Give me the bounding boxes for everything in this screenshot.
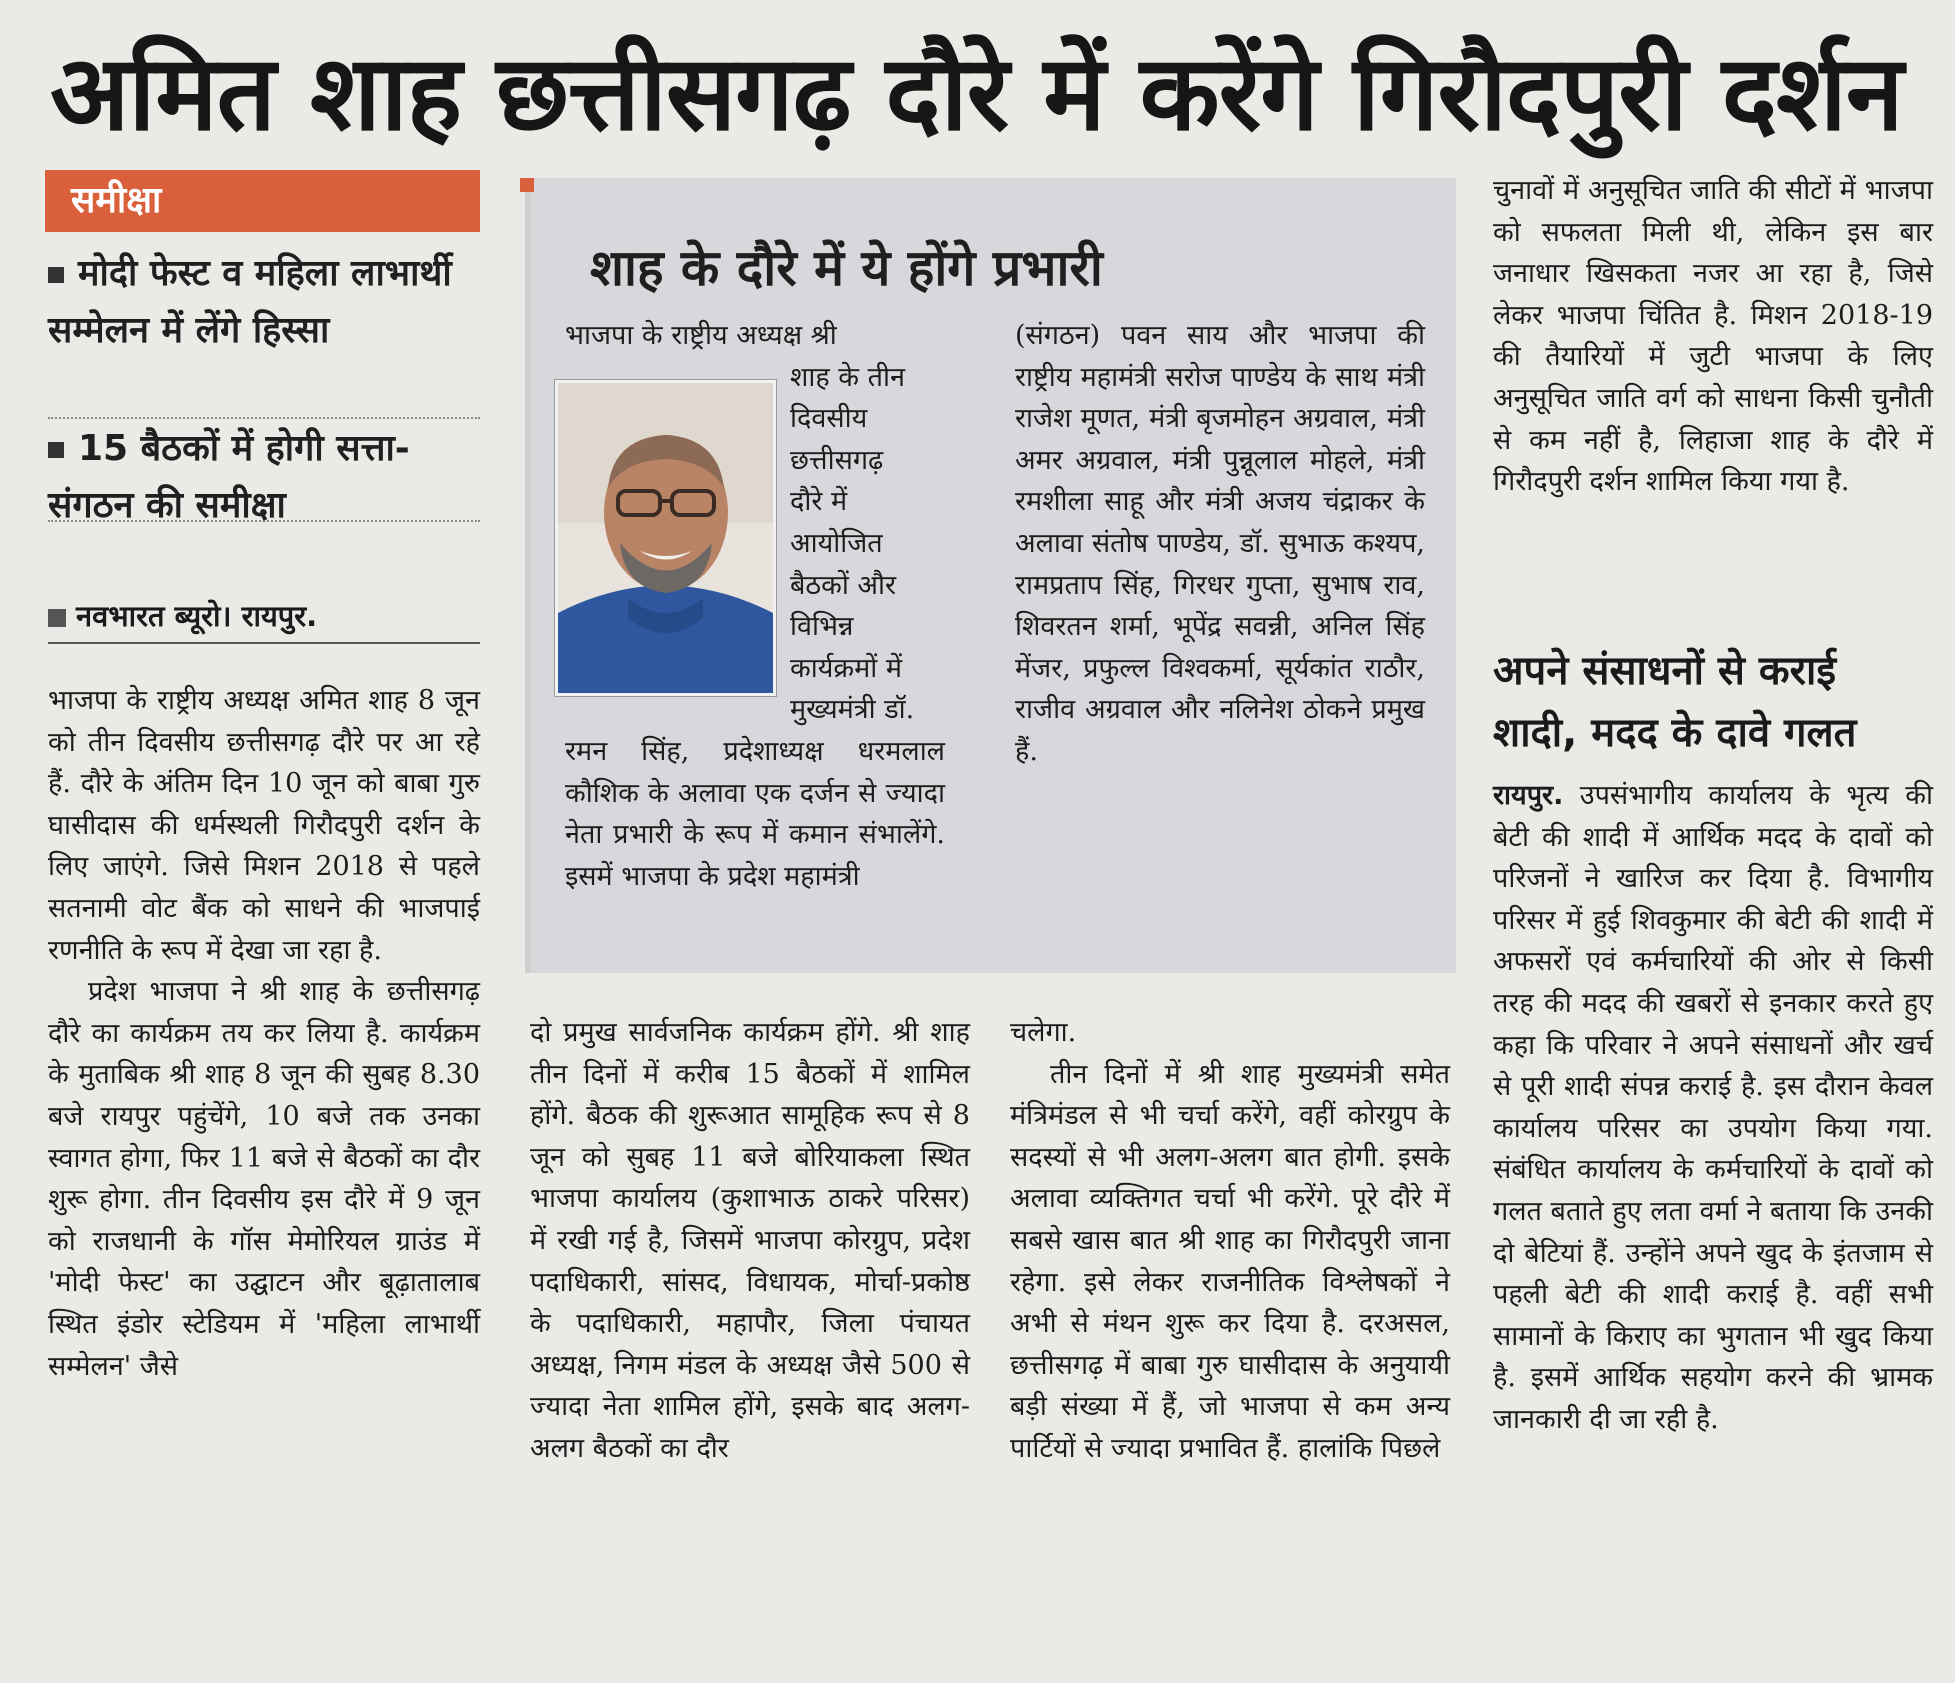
boxout-column-2: (संगठन) पवन साय और भाजपा की राष्ट्रीय महामंत्री सरोज पाण्डेय के साथ मंत्री राजेश मूणत, मंत्री बृजमोहन अग्रवाल, मंत्री अमर अग्रवाल, मंत्री पुन्नूलाल मोहले, मंत्री रमशीला साहू और मंत्री अजय चंद्राकर के अलावा संतोष पाण्डेय, डॉ. सुभाऊ कश्यप, रामप्रताप सिंह, गिरधर गुप्ता, सुभाष राव, शिवरतन शर्मा, भूपेंद्र सवन्नी, अनिल सिंह मेंजर, प्रफुल्ल विश्वकर्मा, सूर्यकांत राठौर, राजीव अग्रवाल और नलिनेश ठोकने प्रमुख हैं. (1015, 320, 1425, 767)
article-paragraph: तीन दिनों में श्री शाह मुख्यमंत्री समेत मंत्रिमंडल से भी चर्चा करेंगे, वहीं कोरग्रुप के सदस्यों से भी अलग-अलग बात होगी. इसके अलावा व्यक्तिगत चर्चा भी करेंगे. पूरे दौरे में सबसे खास बात श्री शाह का गिरौदपुरी जाना रहेगा. इसे लेकर राजनीतिक विश्लेषकों ने अभी से मंथन शुरू कर दिया है. दरअसल, छत्तीसगढ़ में बाबा गुरु घासीदास के अनुयायी बड़ी संख्या में हैं, जो भाजपा से कम अन्य पार्टियों से ज्यादा प्रभावित हैं. हालांकि पिछले (1010, 1058, 1450, 1464)
wrap-line: छत्तीसगढ़ (790, 444, 884, 476)
side-story-text: उपसंभागीय कार्यालय के भृत्य की बेटी की शादी में आर्थिक मदद के दावों को परिजनों ने खारिज कर दिया है. विभागीय परिसर में हुई शिवकुमार की बेटी की शादी में अफसरों एवं कर्मचारियों की ओर से किसी तरह की मदद की खबरों से इनकार करते हुए कहा कि परिवार ने अपने संसाधनों और खर्च से पूरी शादी संपन्न कराई है. इस दौरान केवल कार्यालय परिसर का उपयोग किया गया. संबंधित कार्यालय के कर्मचारियों के दावों को गलत बताते हुए लता वर्मा ने बताया कि उनकी दो बेटियां हैं. उन्होंने अपने खुद के इंतजाम से पहली बेटी की शादी कराई है. वहीं सभी सामानों के किराए का भुगतान भी खुद किया है. इसमें आर्थिक सहयोग करने की भ्रामक जानकारी दी जा रही है. (1493, 780, 1933, 1435)
article-paragraph: प्रदेश भाजपा ने श्री शाह के छत्तीसगढ़ दौरे का कार्यक्रम तय कर लिया है. कार्यक्रम के मुताबिक श्री शाह 8 जून की सुबह 8.30 बजे रायपुर पहुंचेंगे, 10 बजे तक उनका स्वागत होगा, फिर 11 बजे से बैठकों का दौर शुरू होगा. तीन दिवसीय इस दौरे में 9 जून को राजधानी के गॉस मेमोरियल ग्राउंड में 'मोदी फेस्ट' का उद्घाटन और बूढ़ातालाब स्थित इंडोर स्टेडियम में 'महिला लाभार्थी सम्मेलन' जैसे (48, 976, 480, 1382)
boxout-accent (520, 178, 534, 192)
article-column-3 (1010, 1012, 1450, 1672)
summary-bullet-1: मोदी फेस्ट व महिला लाभार्थी सम्मेलन में लेंगे हिस्सा (48, 245, 480, 419)
side-story-body (1493, 775, 1933, 1675)
wrap-line: दौरे में (790, 486, 848, 518)
byline-mark-icon (48, 609, 66, 627)
page-title: अमित शाह छत्तीसगढ़ दौरे में करेंगे गिरौदपुरी दर्शन (50, 32, 1903, 154)
wrap-line: बैठकों और (790, 569, 897, 601)
boxout-wrap-lines (565, 357, 945, 731)
summary-bullet-2: 15 बैठकों में होगी सत्ता-संगठन की समीक्षा (48, 420, 480, 522)
article-column-4: चुनावों में अनुसूचित जाति की सीटों में भाजपा को सफलता मिली थी, लेकिन इस बार जनाधार खिसकता नजर आ रहा है, जिसे लेकर भाजपा चिंतित है. मिशन 2018-19 की तैयारियों में जुटी भाजपा के लिए अनुसूचित जाति वर्ग को साधना किसी चुनौती से कम नहीं है, लिहाजा शाह के दौरे में गिरौदपुरी दर्शन शामिल किया गया है. (1493, 175, 1933, 498)
wrap-line: आयोजित (790, 527, 883, 559)
wrap-line: विभिन्न (790, 611, 854, 643)
boxout-column-1 (565, 315, 945, 935)
bullet-square-icon (48, 267, 64, 283)
article-column-2: दो प्रमुख सार्वजनिक कार्यक्रम होंगे. श्री शाह तीन दिनों में करीब 15 बैठकों में शामिल होंगे. बैठक की शुरूआत सामूहिक रूप से 8 जून को सुबह 11 बजे बोरियाकला स्थित भाजपा कार्यालय (कुशाभाऊ ठाकरे परिसर) में रखी गई है, जिसमें भाजपा कोरग्रुप, प्रदेश पदाधिकारी, सांसद, विधायक, मोर्चा-प्रकोष्ठ के पदाधिकारी, महापौर, जिला पंचायत अध्यक्ष, निगम मंडल के अध्यक्ष जैसे 500 से ज्यादा नेता शामिल होंगे, इसके बाद अलग-अलग बैठकों का दौर (530, 1017, 970, 1464)
wrap-line: दिवसीय (790, 403, 868, 435)
wrap-line: कार्यक्रमों में (790, 652, 902, 684)
dateline: रायपुर. (1493, 780, 1564, 811)
wrap-line: मुख्यमंत्री डॉ. (790, 694, 915, 726)
wrap-line: शाह के तीन (790, 361, 905, 393)
article-column-1 (48, 680, 480, 1670)
article-paragraph: चलेगा. (1010, 1017, 1077, 1048)
article-paragraph: भाजपा के राष्ट्रीय अध्यक्ष अमित शाह 8 जून को तीन दिवसीय छत्तीसगढ़ दौरे पर आ रहे हैं. दौरे के अंतिम दिन 10 जून को बाबा गुरु घासीदास की धर्मस्थली गिरौदपुरी दर्शन के लिए जाएंगे. जिसे मिशन 2018 से पहले सतनामी वोट बैंक को साधने की भाजपाई रणनीति के रूप में देखा जा रहा है. (48, 685, 480, 966)
side-story-headline: अपने संसाधनों से कराई शादी, मदद के दावे गलत (1493, 648, 1857, 756)
boxout-paragraph: रमन सिंह, प्रदेशाध्यक्ष धरमलाल कौशिक के अलावा एक दर्जन से ज्यादा नेता प्रभारी के रूप में कमान संभालेंगे. इसमें भाजपा के प्रदेश महामंत्री (565, 735, 945, 892)
boxout-title: शाह के दौरे में ये होंगे प्रभारी (590, 239, 1103, 297)
section-kicker: समीक्षा (45, 170, 480, 232)
byline: नवभारत ब्यूरो। रायपुर. (48, 590, 480, 644)
boxout-lead-line: भाजपा के राष्ट्रीय अध्यक्ष श्री (565, 320, 837, 351)
bullet-square-icon (48, 442, 64, 458)
